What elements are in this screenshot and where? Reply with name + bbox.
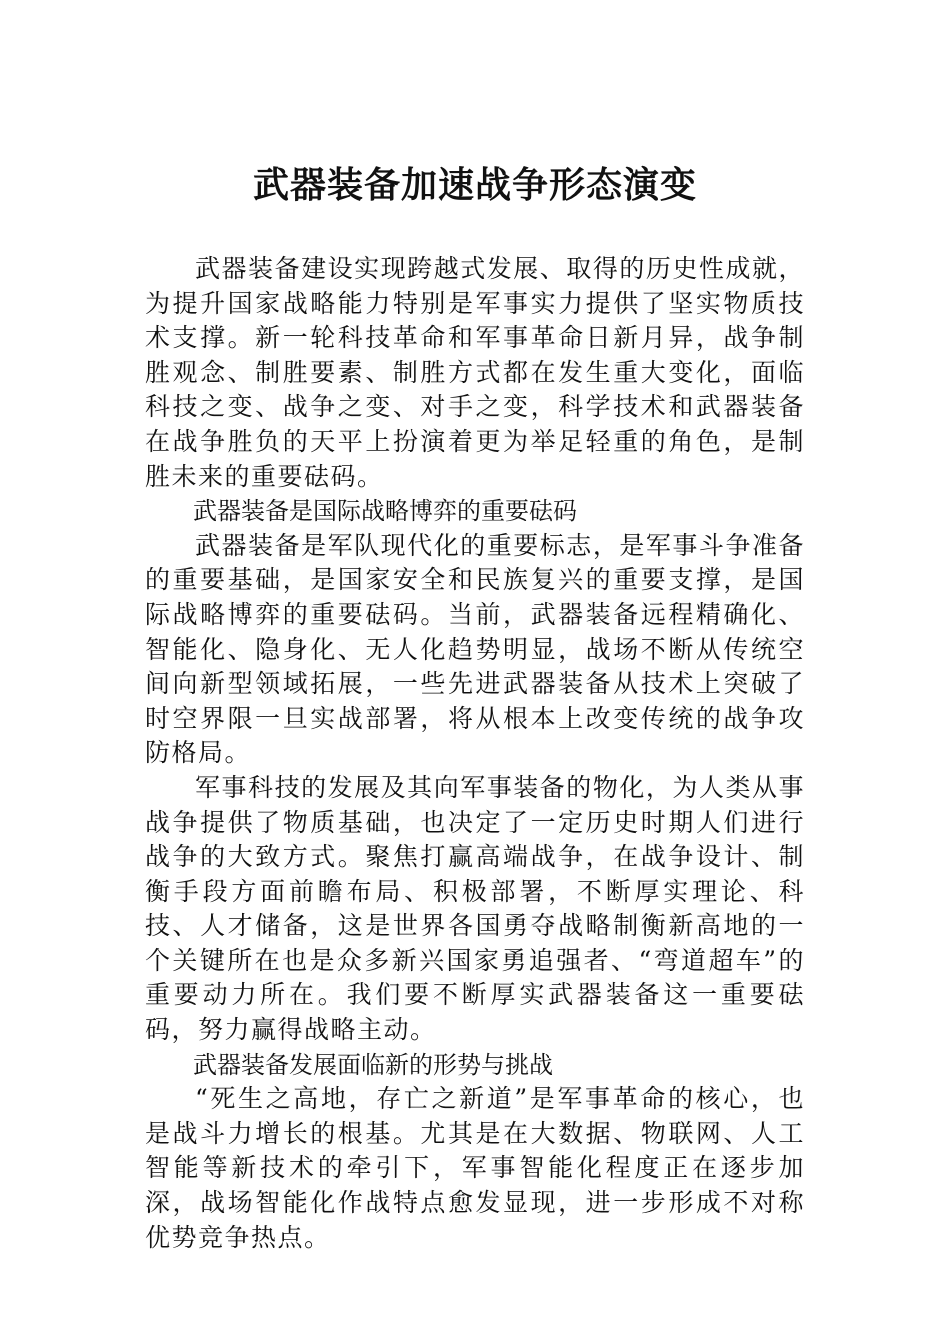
document-body (145, 252, 805, 1255)
body-paragraph: 武器装备是军队现代化的重要标志，是军事斗争准备的重要基础，是国家安全和民族复兴的重要支撑，是国际战略博弈的重要砝码。当前，武器装备远程精确化、智能化、隐身化、无人化趋势明显，战场不断从传统空间向新型领域拓展，一些先进武器装备从技术上突破了时空界限一旦实战部署，将从根本上改变传统的战争攻防格局。 (145, 530, 805, 768)
intro-paragraph: 武器装备建设实现跨越式发展、取得的历史性成就，为提升国家战略能力特别是军事实力提供了坚实物质技术支撑。新一轮科技革命和军事革命日新月异，战争制胜观念、制胜要素、制胜方式都在发生重大变化，面临科技之变、战争之变、对手之变，科学技术和武器装备在战争胜负的天平上扮演着更为举足轻重的角色，是制胜未来的重要砝码。 (145, 254, 805, 491)
document-title: 武器装备加速战争形态演变 (252, 164, 697, 206)
body-paragraph: “死生之高地，存亡之新道”是军事革命的核心，也是战斗力增长的根基。尤其是在大数据、物联网、人工智能等新技术的牵引下，军事智能化程度正在逐步加深，战场智能化作战特点愈发显现，进一步形成不对称优势竞争热点。 (145, 1084, 805, 1252)
body-paragraph: 军事科技的发展及其向军事装备的物化，为人类从事战争提供了物质基础，也决定了一定历史时期人们进行战争的大致方式。聚焦打赢高端战争，在战争设计、制衡手段方面前瞻布局、积极部署，不断厚实理论、科技、人才储备，这是世界各国勇夺战略制衡新高地的一个关键所在也是众多新兴国家勇追强者、“弯道超车”的重要动力所在。我们要不断厚实武器装备这一重要砝码，努力赢得战略主动。 (145, 772, 805, 1045)
section-heading: 武器装备发展面临新的形势与挑战 (193, 1050, 553, 1079)
section-heading: 武器装备是国际战略博弈的重要砝码 (193, 497, 577, 526)
